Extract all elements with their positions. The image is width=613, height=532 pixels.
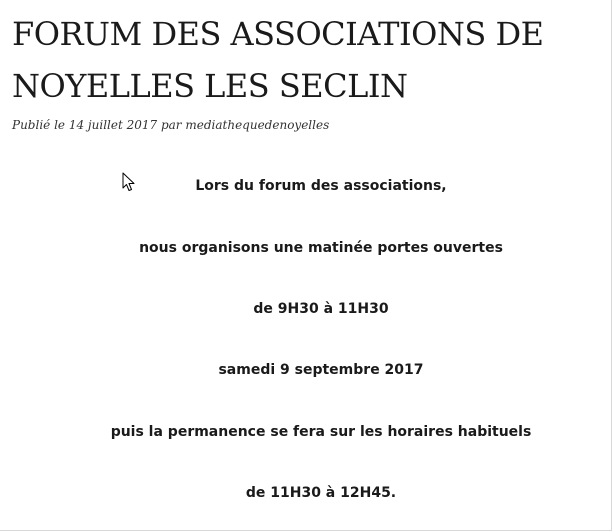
body-line: de 9H30 à 11H30 — [253, 301, 389, 317]
body-line: de 11H30 à 12H45. — [245, 485, 397, 501]
body-line: puis la permanence se fera sur les horaires habituels — [110, 424, 532, 440]
mouse-pointer-icon — [122, 172, 136, 192]
byline-prefix: Publié le 14 juillet 2017 par — [12, 118, 186, 132]
body-line: nous organisons une matinée portes ouvertes — [139, 240, 503, 256]
body-line: Lors du forum des associations, — [195, 178, 447, 194]
post-title: FORUM DES ASSOCIATIONS DE NOYELLES LES SECLIN — [12, 15, 544, 105]
post-byline — [12, 118, 329, 132]
author-link[interactable]: mediathequedenoyelles — [185, 118, 330, 132]
body-line: samedi 9 septembre 2017 — [218, 362, 424, 378]
